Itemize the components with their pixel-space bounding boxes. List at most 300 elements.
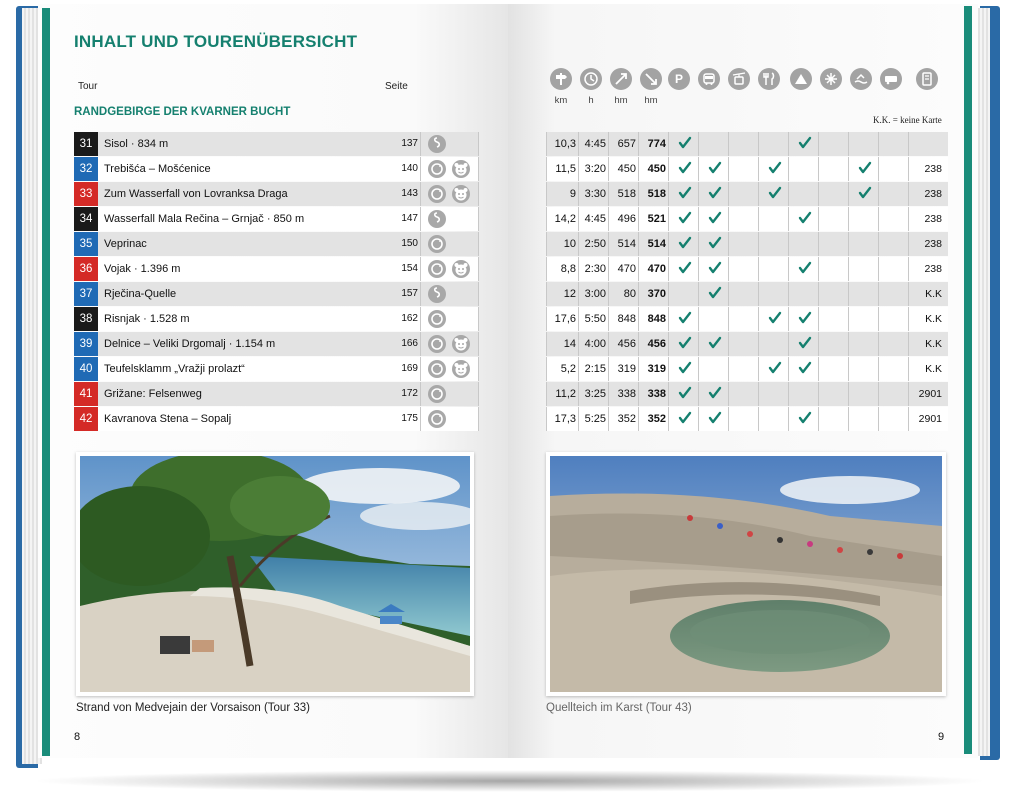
page-number-right: 9 bbox=[938, 731, 945, 743]
loop-icon bbox=[428, 285, 446, 303]
column-divider bbox=[638, 157, 639, 181]
accent-band-right bbox=[964, 6, 972, 754]
row-background-right bbox=[546, 232, 948, 256]
value-down: 521 bbox=[647, 213, 666, 225]
tour-name[interactable]: Sisol · 834 m bbox=[104, 138, 169, 150]
column-divider bbox=[638, 282, 639, 306]
column-divider bbox=[638, 357, 639, 381]
value-h: 2:50 bbox=[584, 238, 606, 250]
column-divider bbox=[788, 407, 789, 431]
column-divider bbox=[848, 332, 849, 356]
table-row[interactable] bbox=[74, 207, 948, 231]
check-icon bbox=[677, 135, 693, 151]
roundtrip-icon bbox=[428, 160, 446, 178]
check-icon bbox=[857, 185, 873, 201]
loop-icon bbox=[428, 210, 446, 228]
check-icon bbox=[707, 410, 723, 426]
roundtrip-icon bbox=[428, 410, 446, 428]
column-divider bbox=[788, 357, 789, 381]
column-divider bbox=[478, 182, 479, 206]
value-h: 4:00 bbox=[584, 338, 606, 350]
check-icon bbox=[797, 135, 813, 151]
table-row[interactable] bbox=[74, 232, 948, 256]
column-divider bbox=[478, 232, 479, 256]
column-divider bbox=[420, 382, 421, 406]
value-km: 14 bbox=[563, 338, 576, 350]
value-km: 10 bbox=[563, 238, 576, 250]
value-h: 2:15 bbox=[584, 363, 606, 375]
column-divider bbox=[788, 282, 789, 306]
check-icon bbox=[707, 235, 723, 251]
column-divider bbox=[420, 132, 421, 156]
tour-page: 150 bbox=[401, 238, 418, 249]
column-divider bbox=[758, 157, 759, 181]
column-divider bbox=[878, 132, 879, 156]
check-icon bbox=[677, 260, 693, 276]
tour-name[interactable]: Veprinac bbox=[104, 238, 147, 250]
column-divider bbox=[546, 332, 547, 356]
tour-page: 147 bbox=[401, 213, 418, 224]
ascent-icon bbox=[610, 68, 632, 90]
column-divider bbox=[668, 357, 669, 381]
column-divider bbox=[698, 132, 699, 156]
column-divider bbox=[818, 257, 819, 281]
column-divider bbox=[758, 357, 759, 381]
row-background-right bbox=[546, 207, 948, 231]
unit-label: h bbox=[588, 95, 594, 106]
column-divider bbox=[698, 407, 699, 431]
row-background-right bbox=[546, 407, 948, 431]
value-up: 456 bbox=[617, 338, 636, 350]
check-icon bbox=[677, 160, 693, 176]
value-up: 657 bbox=[617, 138, 636, 150]
column-divider bbox=[818, 157, 819, 181]
table-row[interactable] bbox=[74, 332, 948, 356]
column-divider bbox=[608, 157, 609, 181]
column-divider bbox=[478, 282, 479, 306]
column-divider bbox=[668, 232, 669, 256]
value-up: 80 bbox=[623, 288, 636, 300]
column-divider bbox=[668, 282, 669, 306]
column-divider bbox=[818, 207, 819, 231]
column-divider bbox=[788, 382, 789, 406]
map-reference: K.K bbox=[925, 363, 942, 375]
column-divider bbox=[638, 332, 639, 356]
row-background-right bbox=[546, 307, 948, 331]
column-divider bbox=[788, 257, 789, 281]
value-km: 11,5 bbox=[555, 163, 576, 175]
column-divider bbox=[578, 357, 579, 381]
column-divider bbox=[728, 357, 729, 381]
column-divider bbox=[728, 307, 729, 331]
column-divider bbox=[788, 307, 789, 331]
check-icon bbox=[797, 260, 813, 276]
table-row[interactable] bbox=[74, 282, 948, 306]
row-background-right bbox=[546, 382, 948, 406]
tour-number: 34 bbox=[74, 207, 98, 231]
column-divider bbox=[758, 182, 759, 206]
column-divider bbox=[758, 332, 759, 356]
map-reference: 238 bbox=[924, 263, 942, 275]
column-divider bbox=[788, 232, 789, 256]
descent-icon bbox=[640, 68, 662, 90]
roundtrip-icon bbox=[428, 235, 446, 253]
tour-number: 37 bbox=[74, 282, 98, 306]
tour-number: 39 bbox=[74, 332, 98, 356]
tour-number: 31 bbox=[74, 132, 98, 156]
column-header-seite: Seite bbox=[385, 81, 408, 92]
column-divider bbox=[758, 407, 759, 431]
table-row[interactable] bbox=[74, 157, 948, 181]
column-divider bbox=[848, 132, 849, 156]
column-divider bbox=[478, 382, 479, 406]
column-divider bbox=[420, 157, 421, 181]
check-icon bbox=[707, 285, 723, 301]
value-down: 352 bbox=[647, 413, 666, 425]
check-icon bbox=[707, 210, 723, 226]
value-h: 3:30 bbox=[584, 188, 606, 200]
column-divider bbox=[668, 407, 669, 431]
value-up: 352 bbox=[617, 413, 636, 425]
caption-left: Strand von Medvejain der Vorsaison (Tour 33) bbox=[76, 702, 310, 714]
check-icon bbox=[857, 160, 873, 176]
tour-name[interactable]: Delnice – Veliki Drgomalj · 1.154 m bbox=[104, 338, 276, 350]
check-icon bbox=[677, 360, 693, 376]
map-reference: K.K bbox=[925, 338, 942, 350]
value-down: 774 bbox=[647, 138, 666, 150]
row-background-right bbox=[546, 282, 948, 306]
column-divider bbox=[848, 257, 849, 281]
roundtrip-icon bbox=[428, 335, 446, 353]
column-divider bbox=[546, 182, 547, 206]
check-icon bbox=[767, 360, 783, 376]
column-divider bbox=[638, 257, 639, 281]
summit-icon bbox=[790, 68, 812, 90]
column-divider bbox=[788, 132, 789, 156]
check-icon bbox=[797, 335, 813, 351]
value-km: 5,2 bbox=[560, 363, 576, 375]
check-icon bbox=[677, 410, 693, 426]
column-divider bbox=[478, 132, 479, 156]
restaurant-icon bbox=[758, 68, 780, 90]
clock-icon bbox=[580, 68, 602, 90]
check-icon bbox=[707, 335, 723, 351]
value-down: 518 bbox=[647, 188, 666, 200]
tour-page: 172 bbox=[401, 388, 418, 399]
column-divider bbox=[638, 382, 639, 406]
column-divider bbox=[698, 257, 699, 281]
unit-label: km bbox=[554, 95, 568, 106]
check-icon bbox=[797, 310, 813, 326]
karst-pond-photo bbox=[546, 452, 946, 696]
column-divider bbox=[546, 257, 547, 281]
tour-name[interactable]: Teufelsklamm „Vražji prolazt“ bbox=[104, 363, 245, 375]
check-icon bbox=[767, 160, 783, 176]
column-divider bbox=[818, 232, 819, 256]
tour-page: 137 bbox=[401, 138, 418, 149]
column-divider bbox=[848, 182, 849, 206]
column-divider bbox=[608, 357, 609, 381]
value-down: 470 bbox=[647, 263, 666, 275]
column-divider bbox=[420, 332, 421, 356]
column-divider bbox=[546, 207, 547, 231]
check-icon bbox=[707, 385, 723, 401]
column-divider bbox=[818, 132, 819, 156]
column-divider bbox=[420, 182, 421, 206]
value-km: 9 bbox=[569, 188, 576, 200]
bus-icon bbox=[698, 68, 720, 90]
roundtrip-icon bbox=[428, 185, 446, 203]
column-divider bbox=[698, 282, 699, 306]
column-divider bbox=[848, 382, 849, 406]
column-divider bbox=[608, 407, 609, 431]
column-divider bbox=[698, 207, 699, 231]
family-icon bbox=[452, 360, 470, 378]
check-icon bbox=[767, 185, 783, 201]
column-divider bbox=[728, 132, 729, 156]
cable-car-icon bbox=[728, 68, 750, 90]
column-divider bbox=[758, 307, 759, 331]
column-divider bbox=[878, 207, 879, 231]
column-divider bbox=[638, 407, 639, 431]
check-icon bbox=[707, 160, 723, 176]
tour-number: 41 bbox=[74, 382, 98, 406]
column-divider bbox=[758, 257, 759, 281]
value-h: 3:25 bbox=[584, 388, 606, 400]
column-divider bbox=[698, 382, 699, 406]
column-divider bbox=[818, 282, 819, 306]
column-divider bbox=[878, 307, 879, 331]
tour-page: 140 bbox=[401, 163, 418, 174]
column-divider bbox=[668, 257, 669, 281]
column-divider bbox=[638, 307, 639, 331]
roundtrip-icon bbox=[428, 385, 446, 403]
map-reference: K.K bbox=[925, 288, 942, 300]
column-divider bbox=[818, 332, 819, 356]
tour-name[interactable]: Rječina-Quelle bbox=[104, 288, 177, 300]
column-divider bbox=[608, 382, 609, 406]
table-row[interactable] bbox=[74, 132, 948, 156]
value-down: 848 bbox=[647, 313, 666, 325]
column-divider bbox=[788, 332, 789, 356]
column-divider bbox=[478, 257, 479, 281]
tour-number: 40 bbox=[74, 357, 98, 381]
karst-illustration bbox=[550, 456, 942, 692]
tour-name[interactable]: Wasserfall Mala Rečina – Grnjač · 850 m bbox=[104, 213, 305, 225]
column-divider bbox=[578, 232, 579, 256]
column-divider bbox=[878, 282, 879, 306]
column-divider bbox=[878, 332, 879, 356]
column-divider bbox=[668, 157, 669, 181]
tour-number: 33 bbox=[74, 182, 98, 206]
column-divider bbox=[818, 182, 819, 206]
column-divider bbox=[668, 307, 669, 331]
check-icon bbox=[677, 235, 693, 251]
map-reference: 238 bbox=[924, 163, 942, 175]
check-icon bbox=[767, 310, 783, 326]
column-divider bbox=[478, 157, 479, 181]
column-divider bbox=[848, 157, 849, 181]
tour-page: 175 bbox=[401, 413, 418, 424]
value-down: 450 bbox=[647, 163, 666, 175]
column-divider bbox=[578, 182, 579, 206]
column-divider bbox=[698, 332, 699, 356]
column-divider bbox=[578, 207, 579, 231]
map-book-icon bbox=[916, 68, 938, 90]
tour-page: 154 bbox=[401, 263, 418, 274]
tour-name[interactable]: Kavranova Stena – Sopalj bbox=[104, 413, 232, 425]
column-divider bbox=[546, 282, 547, 306]
value-km: 11,2 bbox=[555, 388, 576, 400]
column-divider bbox=[848, 407, 849, 431]
column-divider bbox=[758, 207, 759, 231]
column-divider bbox=[788, 157, 789, 181]
check-icon bbox=[677, 310, 693, 326]
signpost-icon bbox=[550, 68, 572, 90]
tour-name[interactable]: Vojak · 1.396 m bbox=[104, 263, 181, 275]
tour-number: 42 bbox=[74, 407, 98, 431]
family-icon bbox=[452, 185, 470, 203]
column-divider bbox=[608, 132, 609, 156]
column-divider bbox=[478, 357, 479, 381]
column-divider bbox=[478, 307, 479, 331]
row-background-right bbox=[546, 132, 948, 156]
value-km: 8,8 bbox=[560, 263, 576, 275]
row-background-right bbox=[546, 157, 948, 181]
column-divider bbox=[728, 332, 729, 356]
tour-name[interactable]: Risnjak · 1.528 m bbox=[104, 313, 190, 325]
tour-page: 162 bbox=[401, 313, 418, 324]
value-h: 2:30 bbox=[584, 263, 606, 275]
map-reference: 238 bbox=[924, 188, 942, 200]
column-divider bbox=[758, 132, 759, 156]
table-row[interactable] bbox=[74, 407, 948, 431]
page-edges-right bbox=[976, 8, 990, 756]
column-divider bbox=[788, 182, 789, 206]
table-row[interactable] bbox=[74, 182, 948, 206]
column-divider bbox=[848, 357, 849, 381]
column-divider bbox=[668, 182, 669, 206]
column-divider bbox=[420, 282, 421, 306]
page-number-left: 8 bbox=[74, 731, 81, 743]
map-reference: K.K bbox=[925, 313, 942, 325]
value-up: 450 bbox=[617, 163, 636, 175]
value-up: 496 bbox=[617, 213, 636, 225]
column-divider bbox=[608, 182, 609, 206]
column-divider bbox=[668, 207, 669, 231]
family-icon bbox=[452, 335, 470, 353]
roundtrip-icon bbox=[428, 360, 446, 378]
column-divider bbox=[546, 157, 547, 181]
column-divider bbox=[878, 257, 879, 281]
column-divider bbox=[546, 407, 547, 431]
tour-name[interactable]: Trebišća – Mošćenice bbox=[104, 163, 211, 175]
column-divider bbox=[818, 307, 819, 331]
column-divider bbox=[758, 232, 759, 256]
roundtrip-icon bbox=[428, 260, 446, 278]
column-divider bbox=[638, 132, 639, 156]
map-reference: 2901 bbox=[918, 413, 942, 425]
column-divider bbox=[698, 357, 699, 381]
unit-label: hm bbox=[614, 95, 628, 106]
column-divider bbox=[546, 357, 547, 381]
column-divider bbox=[698, 307, 699, 331]
table-row[interactable] bbox=[74, 257, 948, 281]
column-divider bbox=[668, 332, 669, 356]
column-divider bbox=[728, 282, 729, 306]
check-icon bbox=[677, 335, 693, 351]
value-h: 4:45 bbox=[584, 138, 606, 150]
swimming-icon bbox=[850, 68, 872, 90]
value-up: 338 bbox=[617, 388, 636, 400]
column-divider bbox=[478, 332, 479, 356]
value-h: 5:50 bbox=[584, 313, 606, 325]
tour-page: 169 bbox=[401, 363, 418, 374]
map-legend-note: K.K. = keine Karte bbox=[873, 115, 942, 125]
value-km: 12 bbox=[563, 288, 576, 300]
value-h: 3:20 bbox=[584, 163, 606, 175]
page-title: INHALT UND TOURENÜBERSICHT bbox=[74, 32, 358, 51]
book-shadow bbox=[30, 770, 990, 792]
column-divider bbox=[878, 407, 879, 431]
column-divider bbox=[818, 357, 819, 381]
column-divider bbox=[608, 207, 609, 231]
accent-band-left bbox=[42, 8, 50, 756]
tour-page: 166 bbox=[401, 338, 418, 349]
table-row[interactable] bbox=[74, 382, 948, 406]
value-km: 17,6 bbox=[554, 313, 576, 325]
column-divider bbox=[608, 282, 609, 306]
tour-name[interactable]: Zum Wasserfall von Lovranksa Draga bbox=[104, 188, 288, 200]
column-divider bbox=[420, 357, 421, 381]
value-up: 514 bbox=[617, 238, 636, 250]
row-background-right bbox=[546, 357, 948, 381]
column-divider bbox=[848, 232, 849, 256]
table-row[interactable] bbox=[74, 357, 948, 381]
tour-page: 143 bbox=[401, 188, 418, 199]
column-divider bbox=[608, 257, 609, 281]
column-header-tour: Tour bbox=[78, 81, 98, 92]
column-divider bbox=[420, 232, 421, 256]
value-up: 470 bbox=[617, 263, 636, 275]
table-row[interactable] bbox=[74, 307, 948, 331]
column-divider bbox=[848, 207, 849, 231]
map-reference bbox=[902, 132, 942, 156]
column-divider bbox=[578, 282, 579, 306]
beach-photo bbox=[76, 452, 474, 696]
tour-name[interactable]: Grižane: Felsenweg bbox=[104, 388, 202, 400]
column-divider bbox=[608, 332, 609, 356]
column-divider bbox=[420, 307, 421, 331]
column-divider bbox=[638, 182, 639, 206]
column-divider bbox=[478, 207, 479, 231]
tour-page: 157 bbox=[401, 288, 418, 299]
value-down: 338 bbox=[647, 388, 666, 400]
column-divider bbox=[818, 382, 819, 406]
column-divider bbox=[546, 307, 547, 331]
value-km: 14,2 bbox=[554, 213, 576, 225]
column-divider bbox=[578, 132, 579, 156]
column-divider bbox=[878, 232, 879, 256]
column-divider bbox=[878, 382, 879, 406]
column-divider bbox=[758, 282, 759, 306]
map-reference: 238 bbox=[924, 238, 942, 250]
column-divider bbox=[758, 382, 759, 406]
column-divider bbox=[788, 207, 789, 231]
winter-icon bbox=[820, 68, 842, 90]
check-icon bbox=[677, 385, 693, 401]
column-divider bbox=[728, 157, 729, 181]
